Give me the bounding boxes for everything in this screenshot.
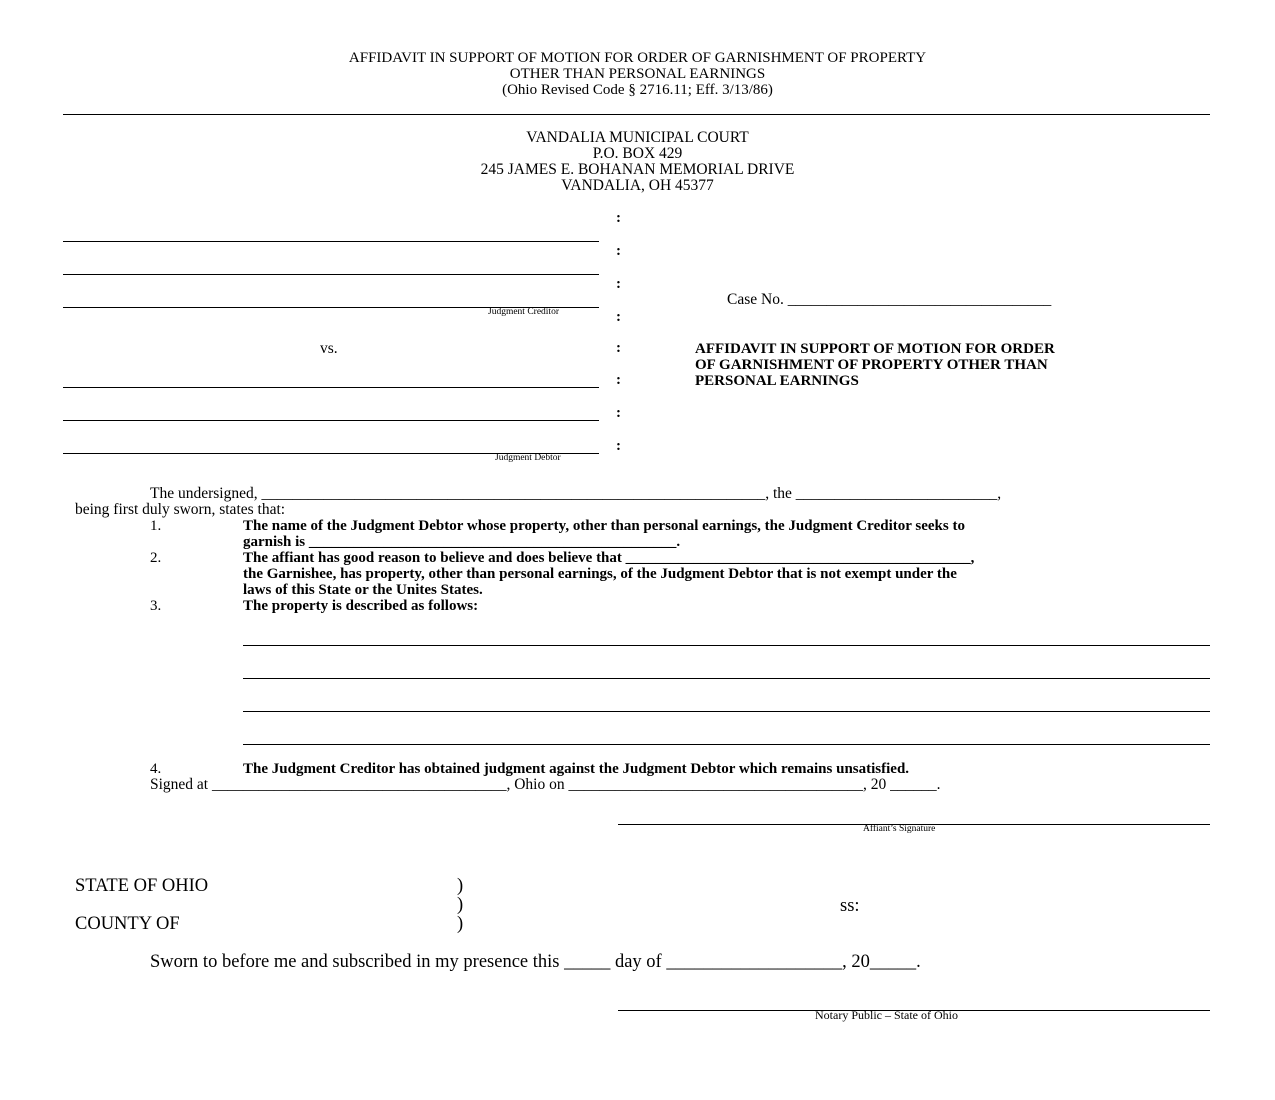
judgment-creditor-label: Judgment Creditor	[488, 307, 559, 317]
sworn-statement: being first duly sworn, states that:	[75, 501, 286, 518]
item1-line1: The name of the Judgment Debtor whose property, other than personal earnings, the Judgment Creditor seeks to	[243, 518, 965, 534]
venue-state: STATE OF OHIO	[75, 876, 209, 896]
caption-colon: :	[616, 276, 621, 292]
caption-title-line3: PERSONAL EARNINGS	[695, 373, 859, 389]
property-description-line[interactable]	[243, 678, 1210, 679]
jurat-sentence[interactable]: Sworn to before me and subscribed in my presence this _____ day of ___________________, 20_____.	[150, 952, 921, 972]
header-divider	[63, 114, 1210, 115]
item-number: 3.	[150, 598, 162, 614]
property-description-line[interactable]	[243, 645, 1210, 646]
court-city: VANDALIA, OH 45377	[561, 177, 714, 194]
caption-colon: :	[616, 372, 621, 388]
property-description-line[interactable]	[243, 711, 1210, 712]
form-title-line2: OTHER THAN PERSONAL EARNINGS	[509, 66, 766, 82]
case-number-field[interactable]	[727, 292, 1051, 308]
venue-paren: )	[457, 895, 464, 915]
item-number: 4.	[150, 761, 162, 777]
versus-label: vs.	[320, 340, 338, 357]
venue-paren: )	[457, 914, 464, 934]
signed-at-field[interactable]: Signed at ______________________________________, Ohio on ______________________________________, 20 ______.	[150, 776, 941, 793]
creditor-line-2[interactable]	[63, 274, 599, 275]
caption-colon: :	[616, 438, 621, 454]
intro-sentence	[150, 486, 1001, 502]
case-number-label: Case No.	[727, 291, 784, 308]
form-title-line1: AFFIDAVIT IN SUPPORT OF MOTION FOR ORDER OF GARNISHMENT OF PROPERTY	[348, 50, 927, 66]
caption-colon: :	[616, 405, 621, 421]
caption-colon: :	[616, 309, 621, 325]
intro-text: , the	[765, 485, 796, 502]
item-number: 2.	[150, 550, 162, 566]
item3-line1: The property is described as follows:	[243, 598, 479, 614]
item2-line3: laws of this State or the Unites States.	[243, 582, 483, 598]
court-pobox: P.O. BOX 429	[592, 145, 683, 162]
item2-line2: the Garnishee, has property, other than personal earnings, of the Judgment Debtor that is not exempt under the	[243, 566, 957, 582]
court-street: 245 JAMES E. BOHANAN MEMORIAL DRIVE	[480, 161, 795, 178]
item-number: 1.	[150, 518, 162, 534]
venue-county: COUNTY OF	[75, 914, 180, 934]
caption-colon: :	[616, 340, 621, 356]
affiant-signature-label: Affiant’s Signature	[863, 824, 936, 834]
creditor-line-1[interactable]	[63, 241, 599, 242]
court-name: VANDALIA MUNICIPAL COURT	[526, 129, 749, 146]
intro-text: ,	[997, 485, 1002, 502]
item1-debtor-name-field[interactable]: garnish is _________________________________________________.	[243, 534, 681, 550]
affiant-capacity-blank[interactable]: __________________________	[795, 485, 998, 502]
item4-line1: The Judgment Creditor has obtained judgment against the Judgment Debtor which remains unsatisfied.	[243, 761, 910, 777]
intro-text: The undersigned,	[150, 485, 262, 502]
caption-title-line1: AFFIDAVIT IN SUPPORT OF MOTION FOR ORDER	[695, 341, 1055, 357]
caption-title-line2: OF GARNISHMENT OF PROPERTY OTHER THAN	[695, 357, 1048, 373]
caption-colon: :	[616, 243, 621, 259]
debtor-line-1[interactable]	[63, 387, 599, 388]
property-description-line[interactable]	[243, 744, 1210, 745]
notary-public-label: Notary Public – State of Ohio	[815, 1008, 958, 1022]
caption-colon: :	[616, 210, 621, 226]
affiant-name-blank[interactable]: _________________________________________________________________	[261, 485, 766, 502]
case-number-blank[interactable]: __________________________________	[787, 291, 1052, 308]
item2-garnishee-field[interactable]: The affiant has good reason to believe and does believe that ______________________________________________,	[243, 550, 975, 566]
debtor-line-2[interactable]	[63, 420, 599, 421]
judgment-debtor-label: Judgment Debtor	[495, 453, 561, 463]
statute-citation: (Ohio Revised Code § 2716.11; Eff. 3/13/86)	[502, 82, 773, 98]
venue-ss: ss:	[840, 896, 860, 916]
venue-paren: )	[457, 876, 464, 896]
